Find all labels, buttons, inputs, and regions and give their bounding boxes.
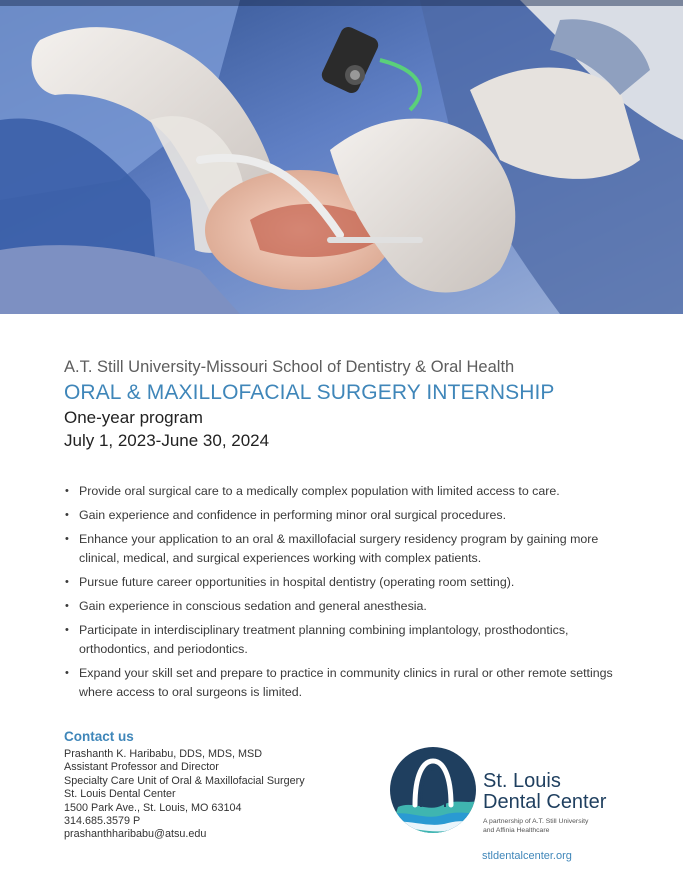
list-item: • Enhance your application to an oral & maxillofacial surgery residency program by gaining more clinical, medical, and surgical experiences working with complex patients. <box>64 530 624 568</box>
list-item: • Provide oral surgical care to a medically complex population with limited access to care. <box>64 482 624 501</box>
partner-line2: and Affinia Healthcare <box>483 826 550 834</box>
contact-name: Prashanth K. Haribabu, DDS, MDS, MSD <box>64 748 263 760</box>
contact-block <box>64 729 394 842</box>
contact-email-link[interactable]: prashanthharibabu@atsu.edu <box>64 828 207 841</box>
list-item: • Gain experience and confidence in performing minor oral surgical procedures. <box>64 506 624 525</box>
partner-line1: A partnership of A.T. Still University <box>483 818 589 825</box>
program-title: ORAL & MAXILLOFACIAL SURGERY INTERNSHIP <box>64 381 555 404</box>
program-dates: July 1, 2023-June 30, 2024 <box>64 431 270 450</box>
list-item: • Expand your skill set and prepare to practice in community clinics in rural or other remote settings where access to oral surgeons is limited. <box>64 664 624 702</box>
school-name: A.T. Still University-Missouri School of Dentistry & Oral Health <box>64 358 515 376</box>
logo-partnership-text <box>483 818 623 835</box>
list-item: • Gain experience in conscious sedation and general anesthesia. <box>64 597 624 616</box>
program-duration: One-year program <box>64 408 203 427</box>
website-link[interactable]: stldentalcenter.org <box>482 850 572 862</box>
list-item: • Participate in interdisciplinary treatment planning combining implantology, prosthodontics, orthodontics, and periodontics. <box>64 621 624 659</box>
st-louis-dental-center-logo <box>386 745 676 860</box>
program-header <box>64 356 664 452</box>
logo-wordmark <box>483 771 606 813</box>
contact-role: Assistant Professor and Director <box>64 761 219 774</box>
hero-surgery-photo <box>0 0 683 314</box>
contact-center: St. Louis Dental Center <box>64 788 176 801</box>
contact-address: 1500 Park Ave., St. Louis, MO 63104 <box>64 801 242 814</box>
logo-name-line2: Dental Center <box>483 791 607 813</box>
arch-tooth-icon <box>388 745 478 835</box>
list-item: • Pursue future career opportunities in hospital dentistry (operating room setting). <box>64 573 624 592</box>
contact-unit: Specialty Care Unit of Oral & Maxillofacial Surgery <box>64 774 305 787</box>
logo-name-line1: St. Louis <box>483 770 561 792</box>
contact-phone[interactable]: 314.685.3579 P <box>64 815 141 828</box>
program-benefits-list <box>64 482 624 707</box>
contact-heading: Contact us <box>64 729 134 744</box>
